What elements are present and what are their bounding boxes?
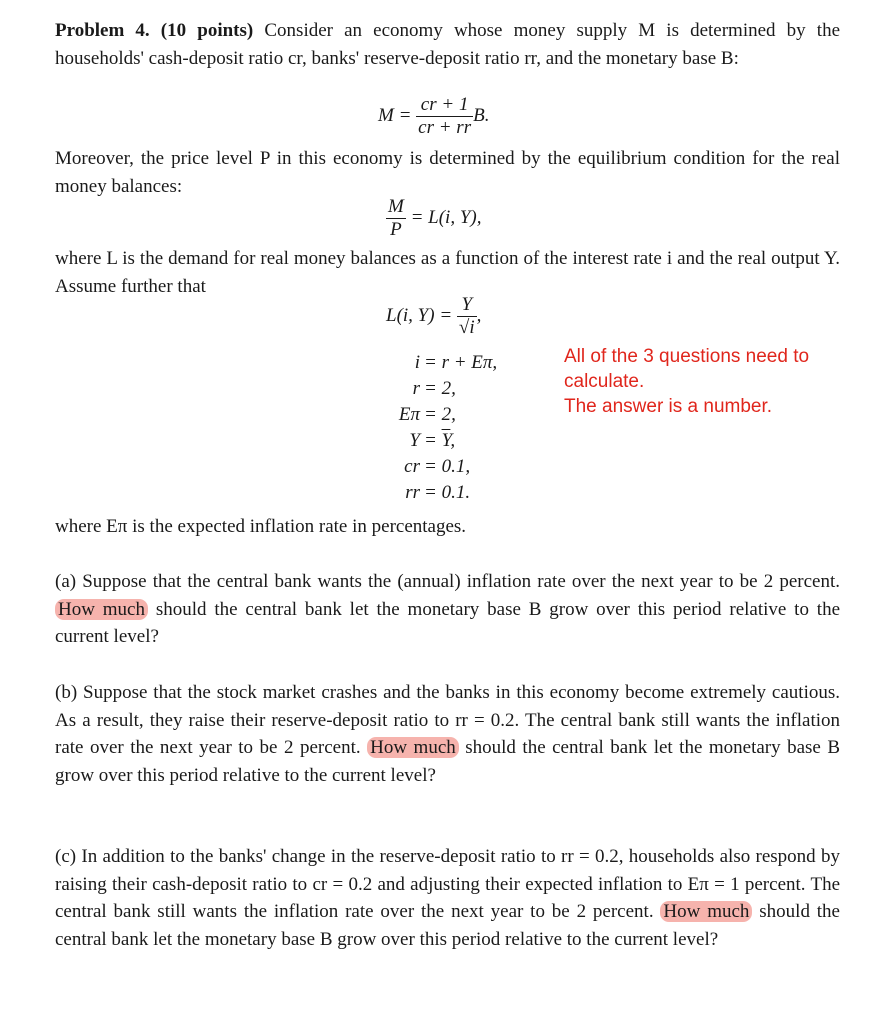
system-rhs: = 0.1. <box>424 482 471 503</box>
eq3-lhs: L(i, Y) = <box>386 304 453 326</box>
system-rhs: = 0.1, <box>424 456 471 477</box>
problem-heading: Problem 4. (10 points) <box>55 20 254 41</box>
system-row <box>300 480 500 506</box>
eq1-denominator: cr + rr <box>418 117 472 138</box>
eq2-denominator: P <box>390 219 402 240</box>
eq1-fraction <box>416 94 473 139</box>
part-c <box>55 843 840 953</box>
system-row <box>300 402 500 428</box>
equilibrium-equation <box>386 196 481 241</box>
eq1-lhs: M = <box>378 104 412 126</box>
part-c-post: should the central bank let the monetary base B grow over this period relative to the current level? <box>55 901 840 950</box>
system-lhs: cr <box>404 456 420 477</box>
note-line-2: The answer is a number. <box>564 396 773 417</box>
highlight-how-much: How much <box>55 599 148 620</box>
where-L-text: where L is the demand for real money balances as a function of the interest rate i and the real output Y. Assume further that <box>55 248 840 297</box>
system-row <box>300 350 500 376</box>
system-row <box>300 428 500 454</box>
eq1-numerator: cr + 1 <box>416 94 473 117</box>
eq2-rhs: = L(i, Y), <box>410 206 482 228</box>
eq2-fraction <box>386 196 406 241</box>
intro-text: Consider an economy whose money supply M is determined by the households' cash-deposit ratio cr, banks' reserve-deposit ratio rr, and the monetary base B: <box>55 20 841 69</box>
system-row <box>300 454 500 480</box>
eq3-denominator: √i <box>458 317 475 338</box>
system-rhs: = 2, <box>424 404 456 425</box>
part-a <box>55 568 840 651</box>
eq2-numerator: M <box>388 196 404 217</box>
system-lhs: rr <box>405 482 420 503</box>
system-rhs: = r + Eπ, <box>424 352 498 373</box>
eq3-fraction <box>457 294 477 339</box>
eq1-tail: B. <box>473 104 490 126</box>
money-supply-equation <box>378 94 489 139</box>
assumption-system <box>300 350 500 506</box>
system-lhs: i <box>414 352 420 373</box>
system-lhs: r <box>412 378 420 399</box>
highlight-how-much: How much <box>660 901 752 922</box>
system-rhs-ybar: = $\overline{Y}$, <box>424 430 456 451</box>
eq3-numerator: Y <box>457 294 477 317</box>
eq3-tail: , <box>476 304 482 326</box>
highlight-how-much: How much <box>367 737 459 758</box>
system-lhs: Y <box>409 430 420 451</box>
moreover-text: Moreover, the price level P in this economy is determined by the equilibrium condition for the real money balances: <box>55 148 840 197</box>
part-a-pre: (a) Suppose that the central bank wants the (annual) inflation rate over the next year to be 2 percent. <box>55 571 840 592</box>
part-a-post: should the central bank let the monetary base B grow over this period relative to the current level? <box>55 598 841 647</box>
demand-equation <box>386 294 481 339</box>
part-c-pre: (c) In addition to the banks' change in the reserve-deposit ratio to rr = 0.2, households also respond by raising their cash-deposit ratio to cr = 0.2 and adjusting their expected inflation to Eπ = 1 percent. The central bank still wants the inflation rate over the next year to be 2 percent. <box>55 846 840 922</box>
part-b-post: should the central bank let the monetary base B grow over this period relative to the current level? <box>55 737 841 786</box>
where-E-text: where Eπ is the expected inflation rate in percentages. <box>55 516 467 537</box>
system-lhs: Eπ <box>398 404 420 425</box>
part-b <box>55 679 840 789</box>
part-b-pre: (b) Suppose that the stock market crashes and the banks in this economy become extremely cautious. As a result, they raise their reserve-deposit ratio to rr = 0.2. The central bank still wants the inflation rate over the next year to be 2 percent. <box>55 682 840 758</box>
red-annotation-note <box>564 344 864 419</box>
note-line-1: All of the 3 questions need to calculate. <box>564 346 810 392</box>
system-rhs: = 2, <box>424 378 456 399</box>
problem-intro <box>55 17 840 72</box>
system-row <box>300 376 500 402</box>
